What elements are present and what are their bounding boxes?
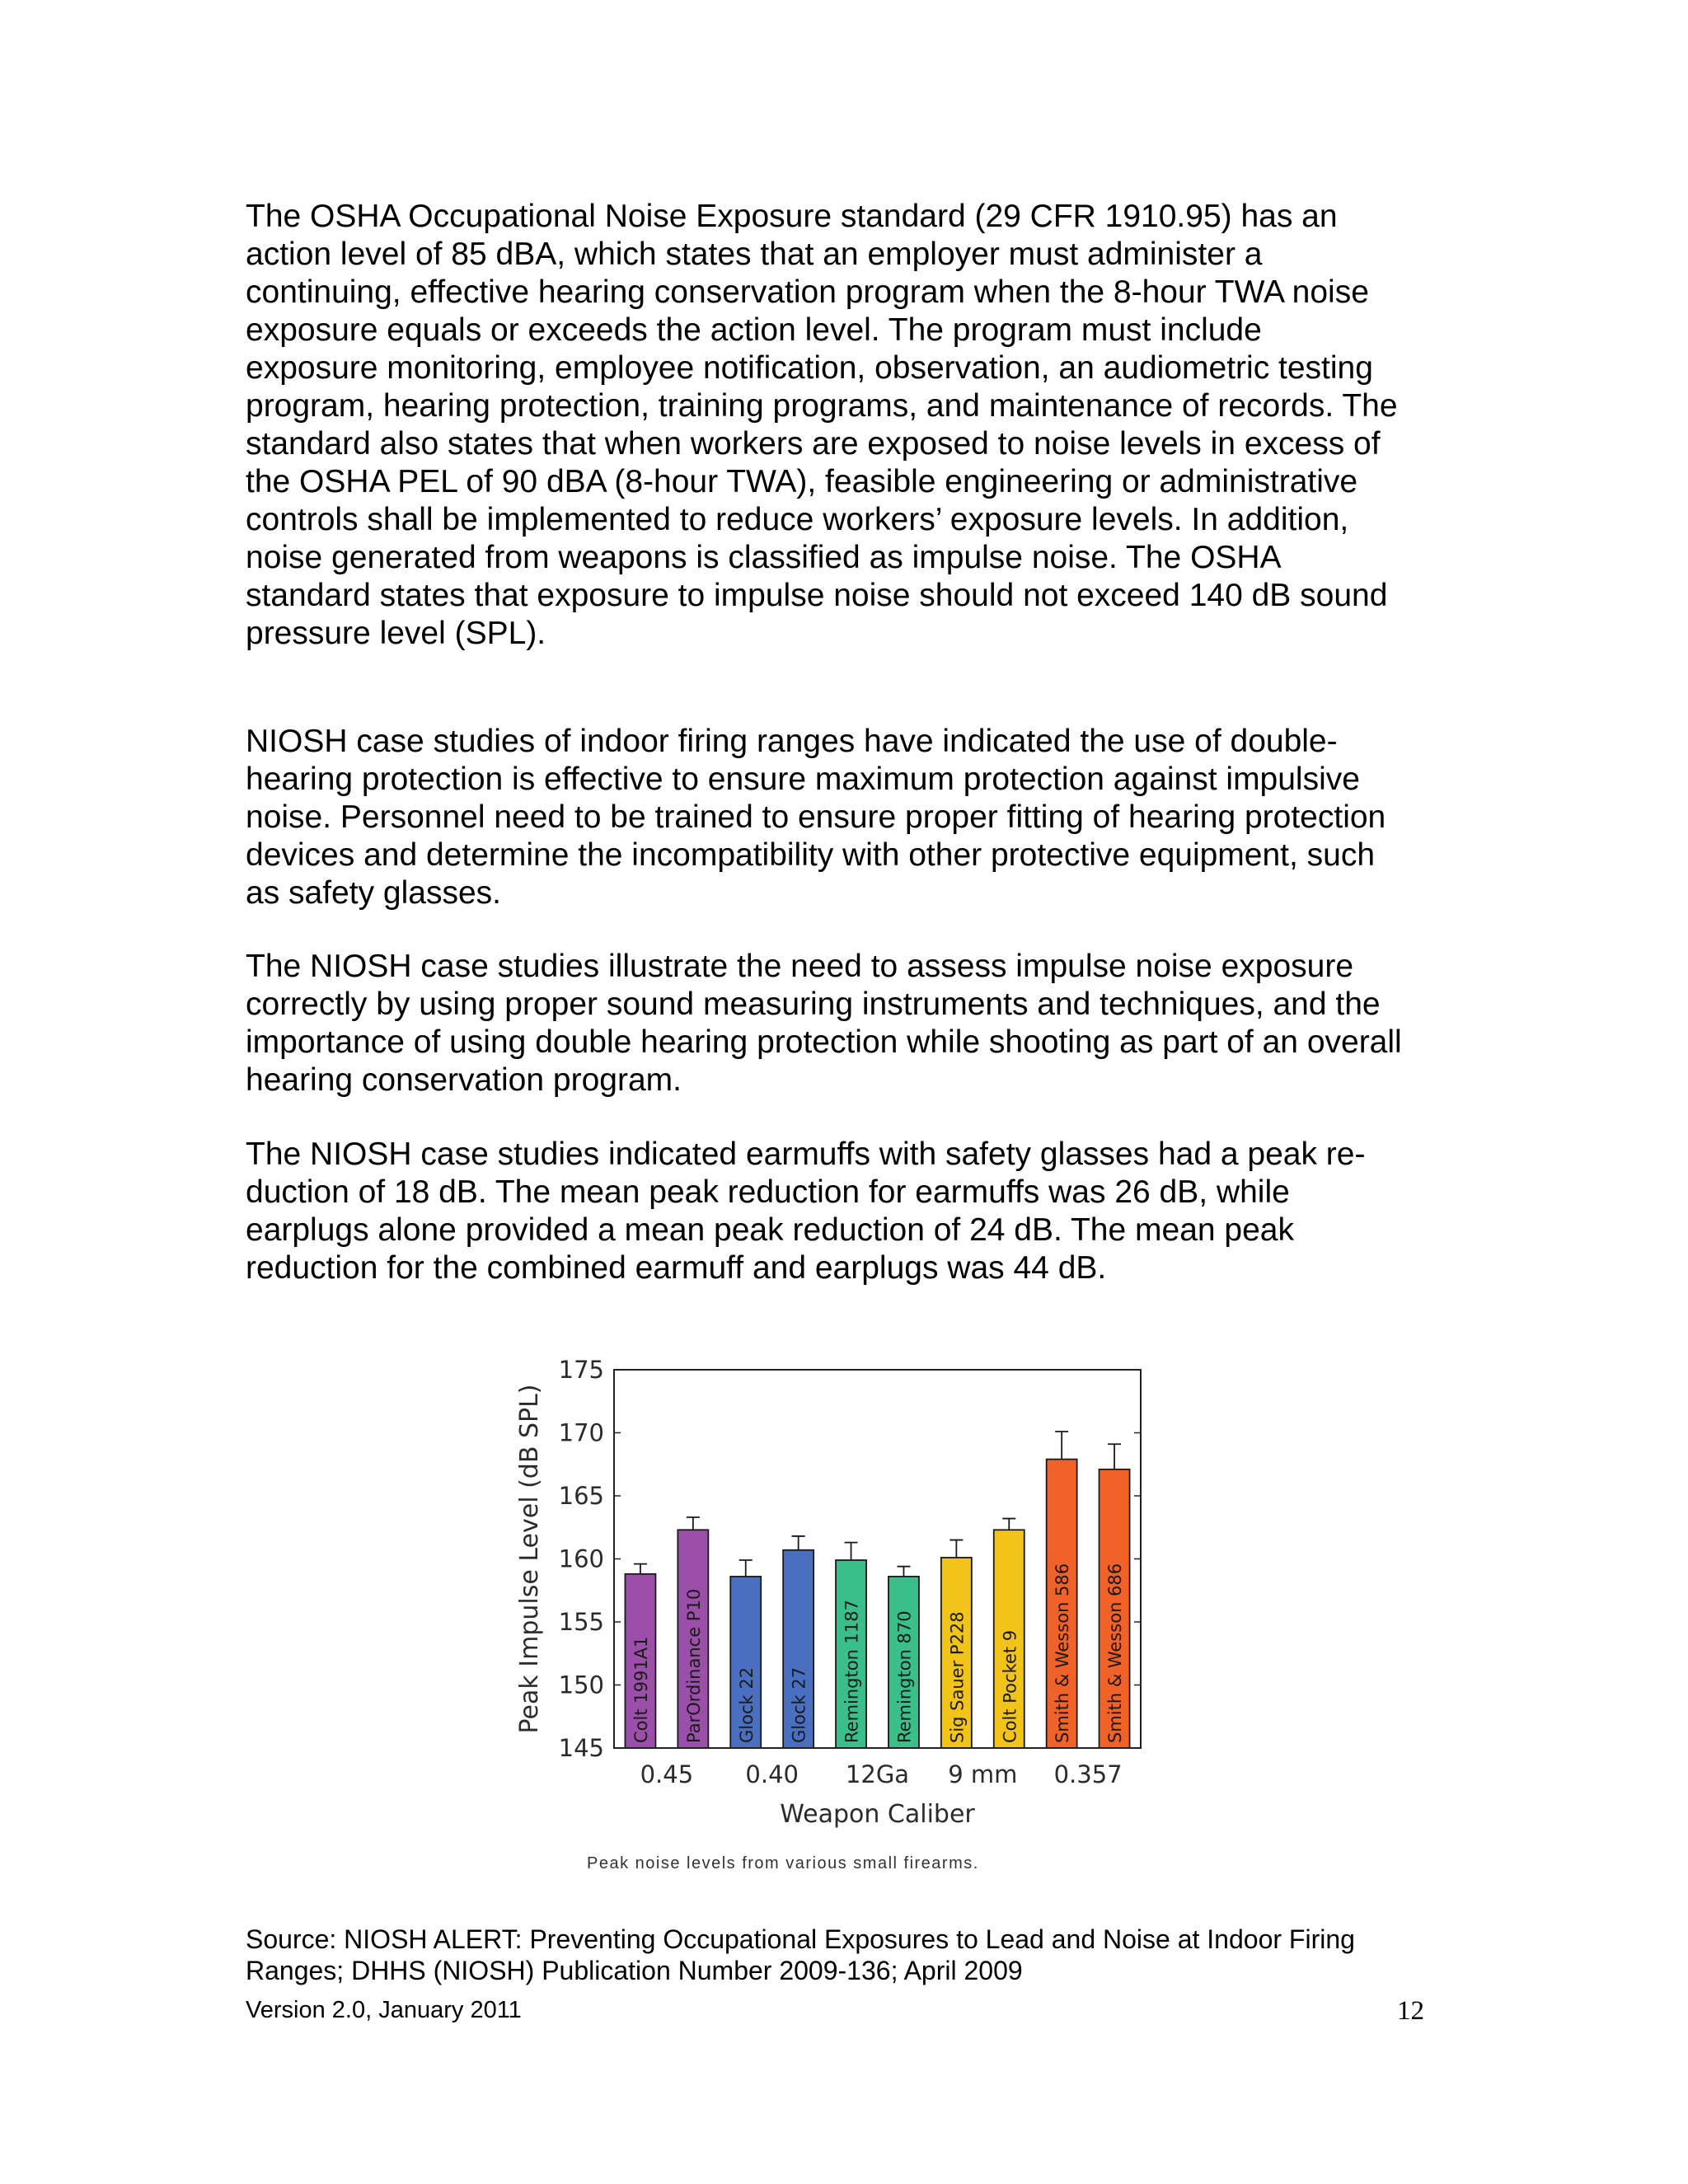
text-line: program, hearing protection, training programs, and maintenance of records. The [246,388,1398,424]
text-line: exposure monitoring, employee notification, observation, an audiometric testing [246,350,1373,386]
x-group-label: 0.40 [745,1760,799,1788]
paragraph-assess-impulse-noise [246,948,1449,1099]
y-tick-label: 170 [558,1418,604,1447]
bar-label: Remington 870 [894,1610,915,1743]
x-group-label: 12Ga [845,1760,910,1788]
y-tick-label: 160 [558,1544,604,1573]
text-line: standard also states that when workers are exposed to noise levels in excess of [246,426,1381,462]
peak-noise-bar-chart [503,1352,1162,1854]
y-tick-label: 155 [558,1608,604,1636]
text-line: The OSHA Occupational Noise Exposure standard (29 CFR 1910.95) has an [246,199,1338,234]
y-tick-label: 165 [558,1482,604,1510]
y-tick-label: 145 [558,1734,604,1762]
y-tick-label: 175 [558,1356,604,1384]
bar-label: Colt 1991A1 [631,1636,651,1743]
text-line: duction of 18 dB. The mean peak reduction for earmuffs was 26 dB, while [246,1174,1290,1210]
text-line: Ranges; DHHS (NIOSH) Publication Number 2009-136; April 2009 [246,1956,1023,1985]
text-line: importance of using double hearing protection while shooting as part of an overall [246,1024,1402,1060]
chart-svg [503,1352,1162,1854]
chart-caption: Peak noise levels from various small firearms. [587,1854,979,1872]
y-axis-title: Peak Impulse Level (dB SPL) [515,1384,544,1734]
paragraph-osha-standard [246,198,1449,653]
text-line: correctly by using proper sound measuring instruments and techniques, and the [246,987,1381,1022]
text-line: earplugs alone provided a mean peak reduction of 24 dB. The mean peak [246,1212,1294,1248]
text-line: pressure level (SPL). [246,616,546,651]
bar-label: Glock 22 [736,1666,757,1743]
text-line: the OSHA PEL of 90 dBA (8-hour TWA), feasible engineering or administrative [246,464,1358,499]
paragraph-peak-reduction [246,1136,1449,1287]
bar-label: Smith & Wesson 586 [1053,1563,1073,1743]
text-line: Source: NIOSH ALERT: Preventing Occupational Exposures to Lead and Noise at Indoor Firing [246,1924,1355,1954]
x-group-label: 0.45 [640,1760,694,1788]
text-line: devices and determine the incompatibility with other protective equipment, such [246,837,1376,873]
x-group-label: 9 mm [948,1760,1018,1788]
bar-label: Sig Sauer P228 [947,1611,968,1743]
x-group-label: 0.357 [1053,1760,1123,1788]
text-line: noise. Personnel need to be trained to ensure proper fitting of hearing protection [246,799,1386,835]
bar-label: Smith & Wesson 686 [1105,1563,1126,1743]
text-line: hearing protection is effective to ensure maximum protection against impulsive [246,762,1360,797]
bar-label: Remington 1187 [842,1599,862,1743]
text-line: standard states that exposure to impulse noise should not exceed 140 dB sound [246,578,1388,613]
text-line: The NIOSH case studies indicated earmuffs with safety glasses had a peak re- [246,1137,1366,1172]
bar-label: Colt Pocket 9 [1000,1629,1020,1743]
text-line: controls shall be implemented to reduce workers’ exposure levels. In addition, [246,502,1349,537]
x-axis-title: Weapon Caliber [780,1800,975,1829]
footer-version: Version 2.0, January 2011 [246,1997,522,2023]
paragraph-double-hearing-protection [246,723,1449,912]
page-number: 12 [1397,1996,1424,2026]
bar-label: ParOrdinance P10 [683,1588,704,1743]
y-tick-label: 150 [558,1671,604,1699]
text-line: action level of 85 dBA, which states that an employer must administer a [246,237,1263,272]
text-line: reduction for the combined earmuff and earplugs was 44 dB. [246,1250,1107,1286]
source-citation [246,1924,1355,1986]
text-line: continuing, effective hearing conservation program when the 8-hour TWA noise [246,274,1369,310]
text-line: NIOSH case studies of indoor firing ranges have indicated the use of double- [246,724,1338,759]
bar-label: Glock 27 [789,1666,809,1743]
text-line: hearing conservation program. [246,1062,682,1098]
text-line: noise generated from weapons is classified as impulse noise. The OSHA [246,540,1282,575]
text-line: as safety glasses. [246,875,501,911]
text-line: The NIOSH case studies illustrate the need to assess impulse noise exposure [246,949,1354,984]
text-line: exposure equals or exceeds the action level. The program must include [246,312,1262,348]
